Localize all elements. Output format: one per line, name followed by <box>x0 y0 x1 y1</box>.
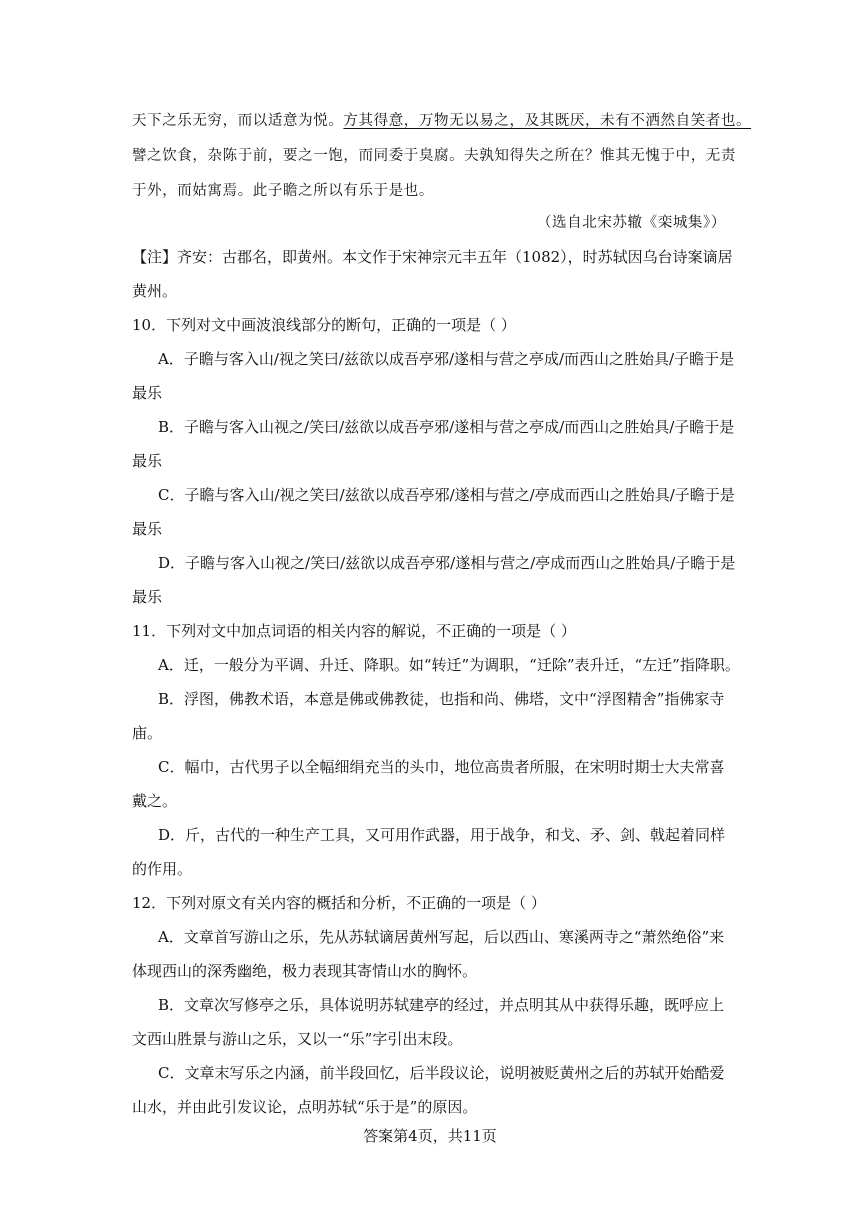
q11-option-b-cont: 庙。 <box>132 724 163 742</box>
q11-stem: 11．下列对文中加点词语的相关内容的解说，不正确的一项是（ ） <box>132 622 576 640</box>
passage-line-3: 于外，而姑寓焉。此子瞻之所以有乐于是也。 <box>132 183 434 199</box>
q10-option-a: A．子瞻与客入山/视之笑曰/兹欲以成吾亭邪/遂相与营之亭成/而西山之胜始具/子瞻于是 <box>158 350 735 368</box>
q12-option-b-cont: 文西山胜景与游山之乐，又以一“乐”字引出末段。 <box>132 1030 463 1048</box>
q10-option-c-cont: 最乐 <box>132 520 163 538</box>
q11-option-c-cont: 戴之。 <box>132 792 178 810</box>
passage-line-2: 譬之饮食，杂陈于前，要之一饱，而同委于臭腐。夫孰知得失之所在？惟其无愧于中，无责 <box>132 148 736 164</box>
note-line-2: 黄州。 <box>132 282 178 300</box>
q12-option-c: C．文章末写乐之内涵，前半段回忆，后半段议论，说明被贬黄州之后的苏轼开始酷爱 <box>158 1064 725 1082</box>
q11-option-a: A．迁，一般分为平调、升迁、降职。如“转迁”为调职，“迁除”表升迁，“左迁”指降职。 <box>158 656 740 674</box>
q11-option-b: B．浮图，佛教术语，本意是佛或佛教徒，也指和尚、佛塔，文中“浮图精舍”指佛家寺 <box>158 690 725 708</box>
passage-source: （选自北宋苏辙《栾城集》） <box>536 215 726 231</box>
q10-option-a-cont: 最乐 <box>132 384 163 402</box>
q11-option-d: D．斤，古代的一种生产工具，又可用作武器，用于战争，和戈、矛、剑、戟起着同样 <box>158 826 726 844</box>
q11-option-d-cont: 的作用。 <box>132 860 193 878</box>
q10-option-d-cont: 最乐 <box>132 588 163 606</box>
q12-option-a: A．文章首写游山之乐，先从苏轼谪居黄州写起，后以西山、寒溪两寺之“萧然绝俗”来 <box>158 928 725 946</box>
q10-option-b: B．子瞻与客入山视之/笑曰/兹欲以成吾亭邪/遂相与营之亭成/而西山之胜始具/子瞻于是 <box>158 418 735 436</box>
q10-option-d: D．子瞻与客入山视之/笑曰/兹欲以成吾亭邪/遂相与营之/亭成而西山之胜始具/子瞻于是 <box>158 554 736 572</box>
wavy-underlined-text: 方其得意，万物无以易之，及其既厌，未有不洒然自笑者也。 <box>343 113 752 129</box>
note-line-1: 【注】齐安：古郡名，即黄州。本文作于宋神宗元丰五年（1082），时苏轼因乌台诗案谪居 <box>132 248 733 266</box>
q11-option-c: C．幅巾，古代男子以全幅细绢充当的头巾，地位高贵者所服，在宋明时期士大夫常喜 <box>158 758 725 776</box>
q12-option-a-cont: 体现西山的深秀幽绝，极力表现其寄情山水的胸怀。 <box>132 962 478 980</box>
q10-option-b-cont: 最乐 <box>132 452 163 470</box>
q10-option-c: C．子瞻与客入山/视之笑曰/兹欲以成吾亭邪/遂相与营之/亭成而西山之胜始具/子瞻于是 <box>158 486 735 504</box>
passage-line-1 <box>132 111 751 131</box>
q12-option-c-cont: 山水，并由此引发议论，点明苏轼“乐于是”的原因。 <box>132 1098 478 1116</box>
page-footer: 答案第4页，共11页 <box>363 1127 497 1145</box>
q10-stem: 10．下列对文中画波浪线部分的断句，正确的一项是（ ） <box>132 316 516 334</box>
passage-text: 天下之乐无穷，而以适意为悦。 <box>132 113 344 129</box>
q12-stem: 12．下列对原文有关内容的概括和分析，不正确的一项是（ ） <box>132 894 546 912</box>
q12-option-b: B．文章次写修亭之乐，具体说明苏轼建亭的经过，并点明其从中获得乐趣，既呼应上 <box>158 996 725 1014</box>
